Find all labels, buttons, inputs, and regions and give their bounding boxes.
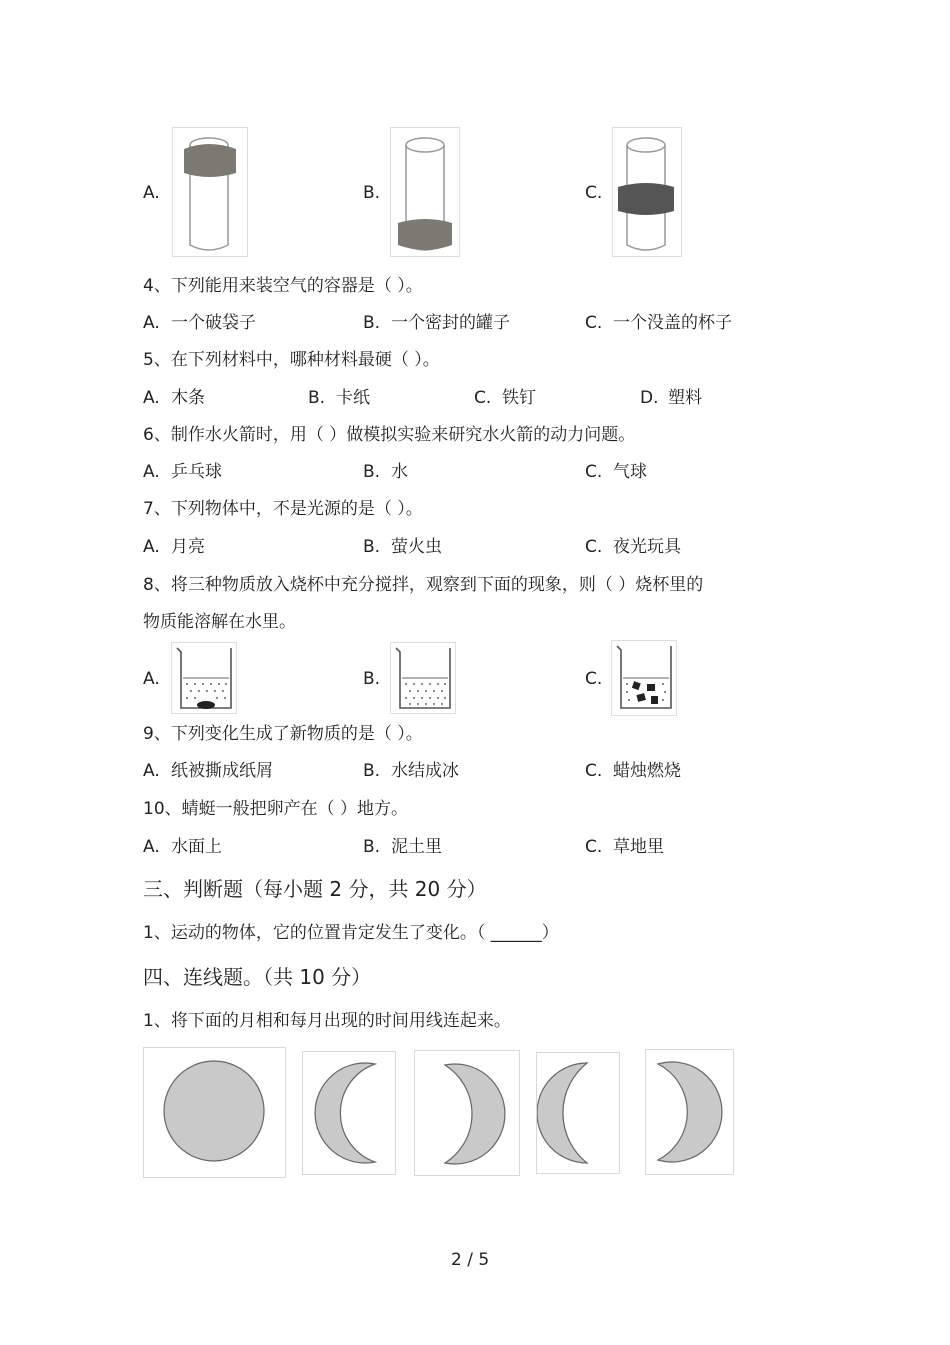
q5-stem: 5、在下列材料中，哪种材料最硬（ ）。 bbox=[143, 350, 440, 370]
q9-stem: 9、下列变化生成了新物质的是（ ）。 bbox=[143, 724, 423, 744]
q9-option-c: C. 蜡烛燃烧 bbox=[585, 761, 681, 781]
q5-option-a: A. 木条 bbox=[143, 388, 205, 408]
q5-option-c: C. 铁钉 bbox=[474, 388, 536, 408]
waning-crescent-left-image bbox=[302, 1051, 396, 1175]
q6-option-a: A. 乒乓球 bbox=[143, 462, 222, 482]
q4-option-b: B. 一个密封的罐子 bbox=[363, 313, 510, 333]
q8-option-c-letter: C. bbox=[585, 669, 603, 689]
q10-option-b: B. 泥土里 bbox=[363, 837, 442, 857]
section3-title: 三、判断题（每小题 2 分，共 20 分） bbox=[143, 877, 487, 901]
beaker-dissolved-image bbox=[390, 642, 456, 714]
section4-title: 四、连线题。（共 10 分） bbox=[143, 965, 372, 989]
thin-crescent-left-image bbox=[536, 1052, 620, 1174]
q10-option-c: C. 草地里 bbox=[585, 837, 664, 857]
tube-wrap-middle-image bbox=[612, 127, 682, 257]
q9-option-a: A. 纸被撕成纸屑 bbox=[143, 761, 273, 781]
q7-stem: 7、下列物体中，不是光源的是（ ）。 bbox=[143, 499, 423, 519]
beaker-sediment-image bbox=[171, 642, 237, 714]
q3-option-b-letter: B. bbox=[363, 183, 381, 203]
crescent-right-image bbox=[645, 1049, 734, 1175]
q3-option-c-letter: C. bbox=[585, 183, 603, 203]
q6-option-b: B. 水 bbox=[363, 462, 408, 482]
q6-stem: 6、制作水火箭时，用（ ）做模拟实验来研究水火箭的动力问题。 bbox=[143, 425, 636, 445]
q4-option-c: C. 一个没盖的杯子 bbox=[585, 313, 732, 333]
tube-wrap-top-image bbox=[172, 127, 248, 257]
q5-option-d: D. 塑料 bbox=[640, 388, 702, 408]
q4-option-a: A. 一个破袋子 bbox=[143, 313, 256, 333]
section4-q1: 1、将下面的月相和每月出现的时间用线连起来。 bbox=[143, 1011, 511, 1031]
beaker-suspended-image bbox=[611, 640, 677, 716]
q10-option-a: A. 水面上 bbox=[143, 837, 222, 857]
q7-option-c: C. 夜光玩具 bbox=[585, 537, 681, 557]
q8-option-a-letter: A. bbox=[143, 669, 160, 689]
tube-wrap-bottom-image bbox=[390, 127, 460, 257]
q5-option-b: B. 卡纸 bbox=[308, 388, 370, 408]
q7-option-a: A. 月亮 bbox=[143, 537, 205, 557]
q7-option-b: B. 萤火虫 bbox=[363, 537, 442, 557]
q8-option-b-letter: B. bbox=[363, 669, 381, 689]
q4-stem: 4、下列能用来装空气的容器是（ ）。 bbox=[143, 276, 423, 296]
q9-option-b: B. 水结成冰 bbox=[363, 761, 459, 781]
waxing-crescent-right-image bbox=[414, 1050, 520, 1176]
q8-stem-line1: 8、将三种物质放入烧杯中充分搅拌，观察到下面的现象，则（ ）烧杯里的 bbox=[143, 575, 704, 595]
q3-option-a-letter: A. bbox=[143, 183, 160, 203]
q6-option-c: C. 气球 bbox=[585, 462, 647, 482]
q10-stem: 10、蜻蜓一般把卵产在（ ）地方。 bbox=[143, 799, 409, 819]
section3-q1: 1、运动的物体，它的位置肯定发生了变化。（ ______） bbox=[143, 923, 559, 943]
page-number: 2 / 5 bbox=[451, 1250, 490, 1270]
full-moon-image bbox=[143, 1047, 286, 1178]
q8-stem-line2: 物质能溶解在水里。 bbox=[143, 612, 296, 632]
